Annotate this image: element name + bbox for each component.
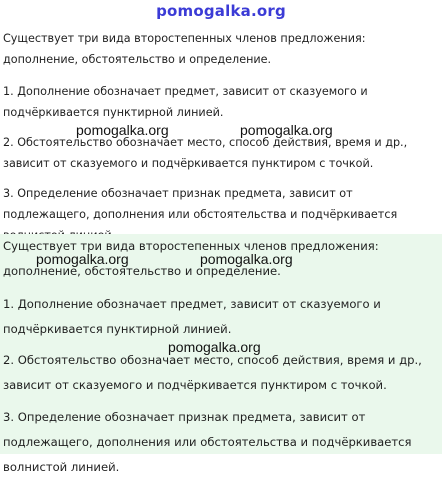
list-item: 2. Обстоятельство обозначает место, способ действия, время и др., зависит от сказуемого и подчёркивается пунктиром с точкой. bbox=[3, 353, 422, 392]
list-item: 3. Определение обозначает признак предмета, зависит от подлежащего, дополнения или обстоятельства и подчёркивается волнистой линией. bbox=[3, 410, 412, 474]
site-watermark-header: pomogalka.org bbox=[156, 2, 286, 20]
watermark-text: pomogalka.org bbox=[76, 122, 169, 138]
watermark-text: pomogalka.org bbox=[36, 251, 129, 267]
watermark-text: pomogalka.org bbox=[168, 339, 261, 355]
intro-paragraph: Существует три вида второстепенных членов предложения: дополнение, обстоятельство и определение. bbox=[3, 239, 379, 278]
watermark-text: pomogalka.org bbox=[240, 122, 333, 138]
list-item: 1. Дополнение обозначает предмет, зависит от сказуемого и подчёркивается пунктирной линией. bbox=[3, 85, 368, 119]
intro-paragraph: Существует три вида второстепенных членов предложения: дополнение, обстоятельство и определение. bbox=[3, 32, 366, 66]
answer-block-plain bbox=[0, 28, 442, 260]
watermark-text: pomogalka.org bbox=[200, 251, 293, 267]
list-item: 1. Дополнение обозначает предмет, зависит от сказуемого и подчёркивается пунктирной линией. bbox=[3, 297, 381, 336]
list-item: 3. Определение обозначает признак предмета, зависит от подлежащего, дополнения или обстоятельства и подчёркивается bbox=[3, 187, 398, 221]
list-item: 2. Обстоятельство обозначает место, способ действия, время и др., зависит от сказуемого и подчёркивается пунктиром с точкой. bbox=[3, 136, 408, 170]
